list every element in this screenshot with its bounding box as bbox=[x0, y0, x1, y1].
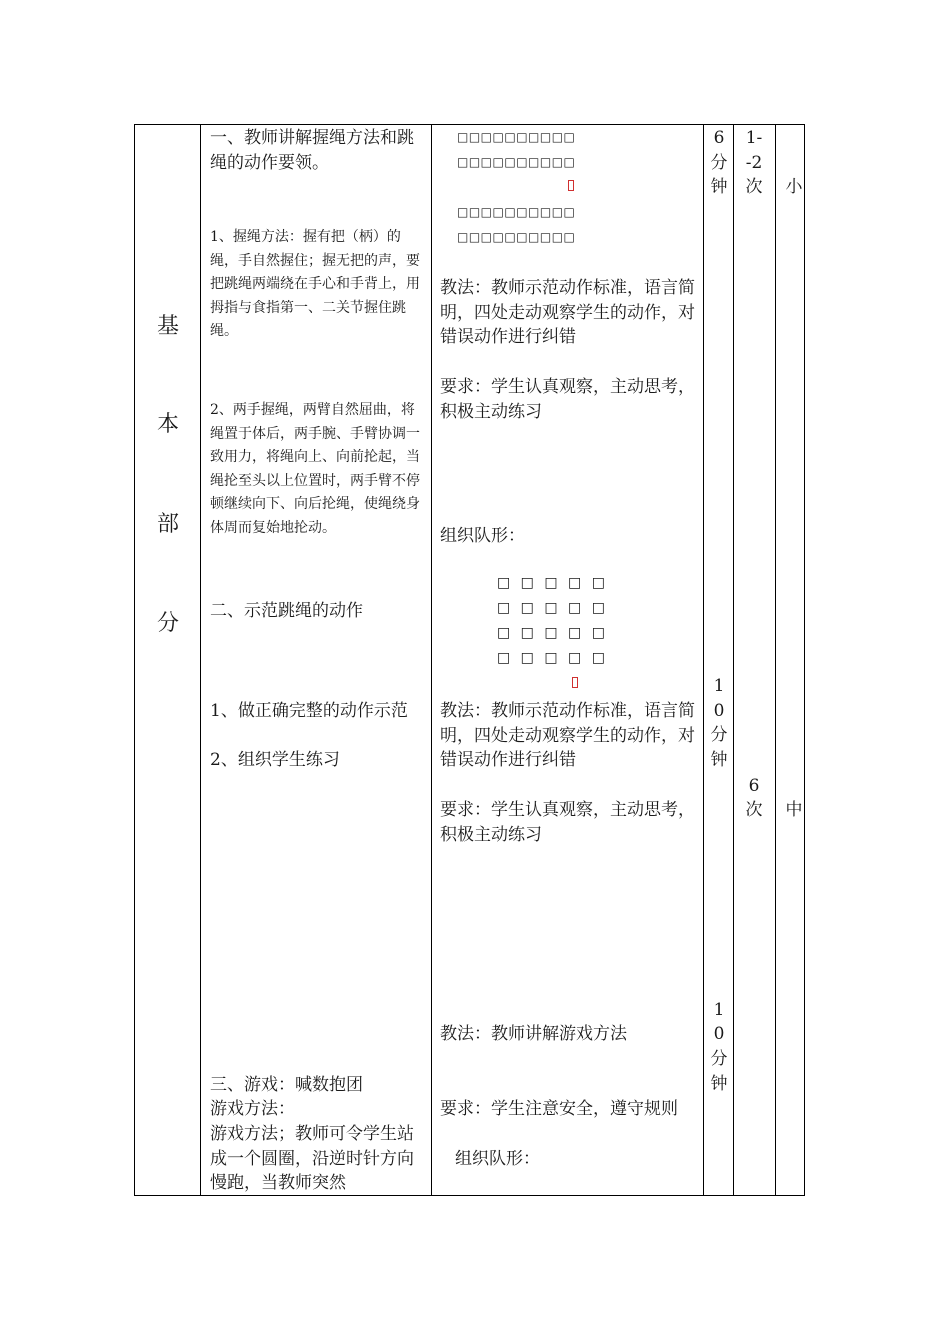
time-value: 分 bbox=[710, 153, 728, 173]
teaching-method-1: 教法：教师示范动作标准，语言简明，四处走动观察学生的动作，对错误动作进行纠错 bbox=[440, 278, 695, 347]
col-divider bbox=[775, 125, 776, 1195]
formation-row: □ □ □ □ □ bbox=[497, 650, 608, 666]
time-value: 分 bbox=[710, 1049, 728, 1069]
requirement-3: 要求：学生注意安全，遵守规则 bbox=[440, 1099, 678, 1119]
time-value: 钟 bbox=[710, 177, 728, 197]
lesson-plan-table bbox=[134, 124, 805, 1196]
time-value: 1 bbox=[713, 1000, 725, 1020]
time-value: 1 bbox=[713, 676, 725, 696]
formation-row: □ □ □ □ □ bbox=[497, 600, 608, 616]
formation-row: □ □ □ □ □ bbox=[497, 625, 608, 641]
time-value: 6 bbox=[713, 128, 725, 148]
formation-label: 组织队形： bbox=[455, 1149, 540, 1169]
time-value: 钟 bbox=[710, 750, 728, 770]
teaching-method-3: 教法：教师讲解游戏方法 bbox=[440, 1024, 627, 1044]
time-value: 钟 bbox=[710, 1074, 728, 1094]
col-divider bbox=[733, 125, 734, 1195]
formation-row: □□□□□□□□□□ bbox=[457, 130, 576, 144]
col-divider bbox=[703, 125, 704, 1195]
count-value: 6 bbox=[748, 776, 760, 796]
content-demo: 1、做正确完整的动作示范 bbox=[210, 701, 408, 721]
col-divider bbox=[431, 125, 432, 1195]
content-game-method: 游戏方法；教师可令学生站成一个圆圈，沿逆时针方向慢跑，当教师突然 bbox=[210, 1124, 414, 1193]
time-value: 分 bbox=[710, 725, 728, 745]
content-heading-1: 一、教师讲解握绳方法和跳绳的动作要领。 bbox=[210, 128, 414, 173]
content-game-label: 游戏方法： bbox=[210, 1099, 295, 1119]
count-value: 1- bbox=[745, 128, 763, 148]
count-value: 次 bbox=[745, 800, 763, 820]
content-heading-2: 二、示范跳绳的动作 bbox=[210, 601, 363, 621]
formation-row: □□□□□□□□□□ bbox=[457, 205, 576, 219]
teacher-marker-icon bbox=[572, 677, 578, 688]
time-value: 0 bbox=[713, 1024, 725, 1044]
content-practice: 2、组织学生练习 bbox=[210, 750, 340, 770]
content-heading-3: 三、游戏：喊数抱团 bbox=[210, 1075, 363, 1095]
count-value: 次 bbox=[745, 177, 763, 197]
section-char: 基 bbox=[157, 314, 180, 339]
formation-row: □□□□□□□□□□ bbox=[457, 230, 576, 244]
intensity-value: 小 bbox=[785, 177, 803, 197]
col-divider bbox=[200, 125, 201, 1195]
intensity-value: 中 bbox=[785, 800, 803, 820]
time-value: 0 bbox=[713, 701, 725, 721]
content-swing-method: 2、两手握绳，两臂自然屈曲，将绳置于体后，两手腕、手臂协调一致用力，将绳向上、向前抡起，当绳抡至头以上位置时，两手臂不停顿继续向下、向后抡绳，使绳绕身体周而复始地抡动。 bbox=[210, 402, 420, 536]
teaching-method-2: 教法：教师示范动作标准，语言简明，四处走动观察学生的动作，对错误动作进行纠错 bbox=[440, 701, 695, 770]
section-char: 本 bbox=[157, 412, 180, 437]
requirement-1: 要求：学生认真观察，主动思考，积极主动练习 bbox=[440, 377, 695, 422]
teacher-marker-icon bbox=[568, 180, 574, 191]
formation-label: 组织队形： bbox=[440, 526, 525, 546]
formation-row: □□□□□□□□□□ bbox=[457, 155, 576, 169]
formation-row: □ □ □ □ □ bbox=[497, 575, 608, 591]
section-char: 部 bbox=[157, 512, 180, 537]
requirement-2: 要求：学生认真观察，主动思考，积极主动练习 bbox=[440, 800, 695, 845]
count-value: -2 bbox=[745, 153, 763, 173]
content-grip-method: 1、握绳方法：握有把（柄）的绳，手自然握住；握无把的声，要把跳绳两端绕在手心和手背上，用拇指与食指第一、二关节握住跳绳。 bbox=[210, 229, 420, 339]
section-char: 分 bbox=[157, 611, 180, 636]
